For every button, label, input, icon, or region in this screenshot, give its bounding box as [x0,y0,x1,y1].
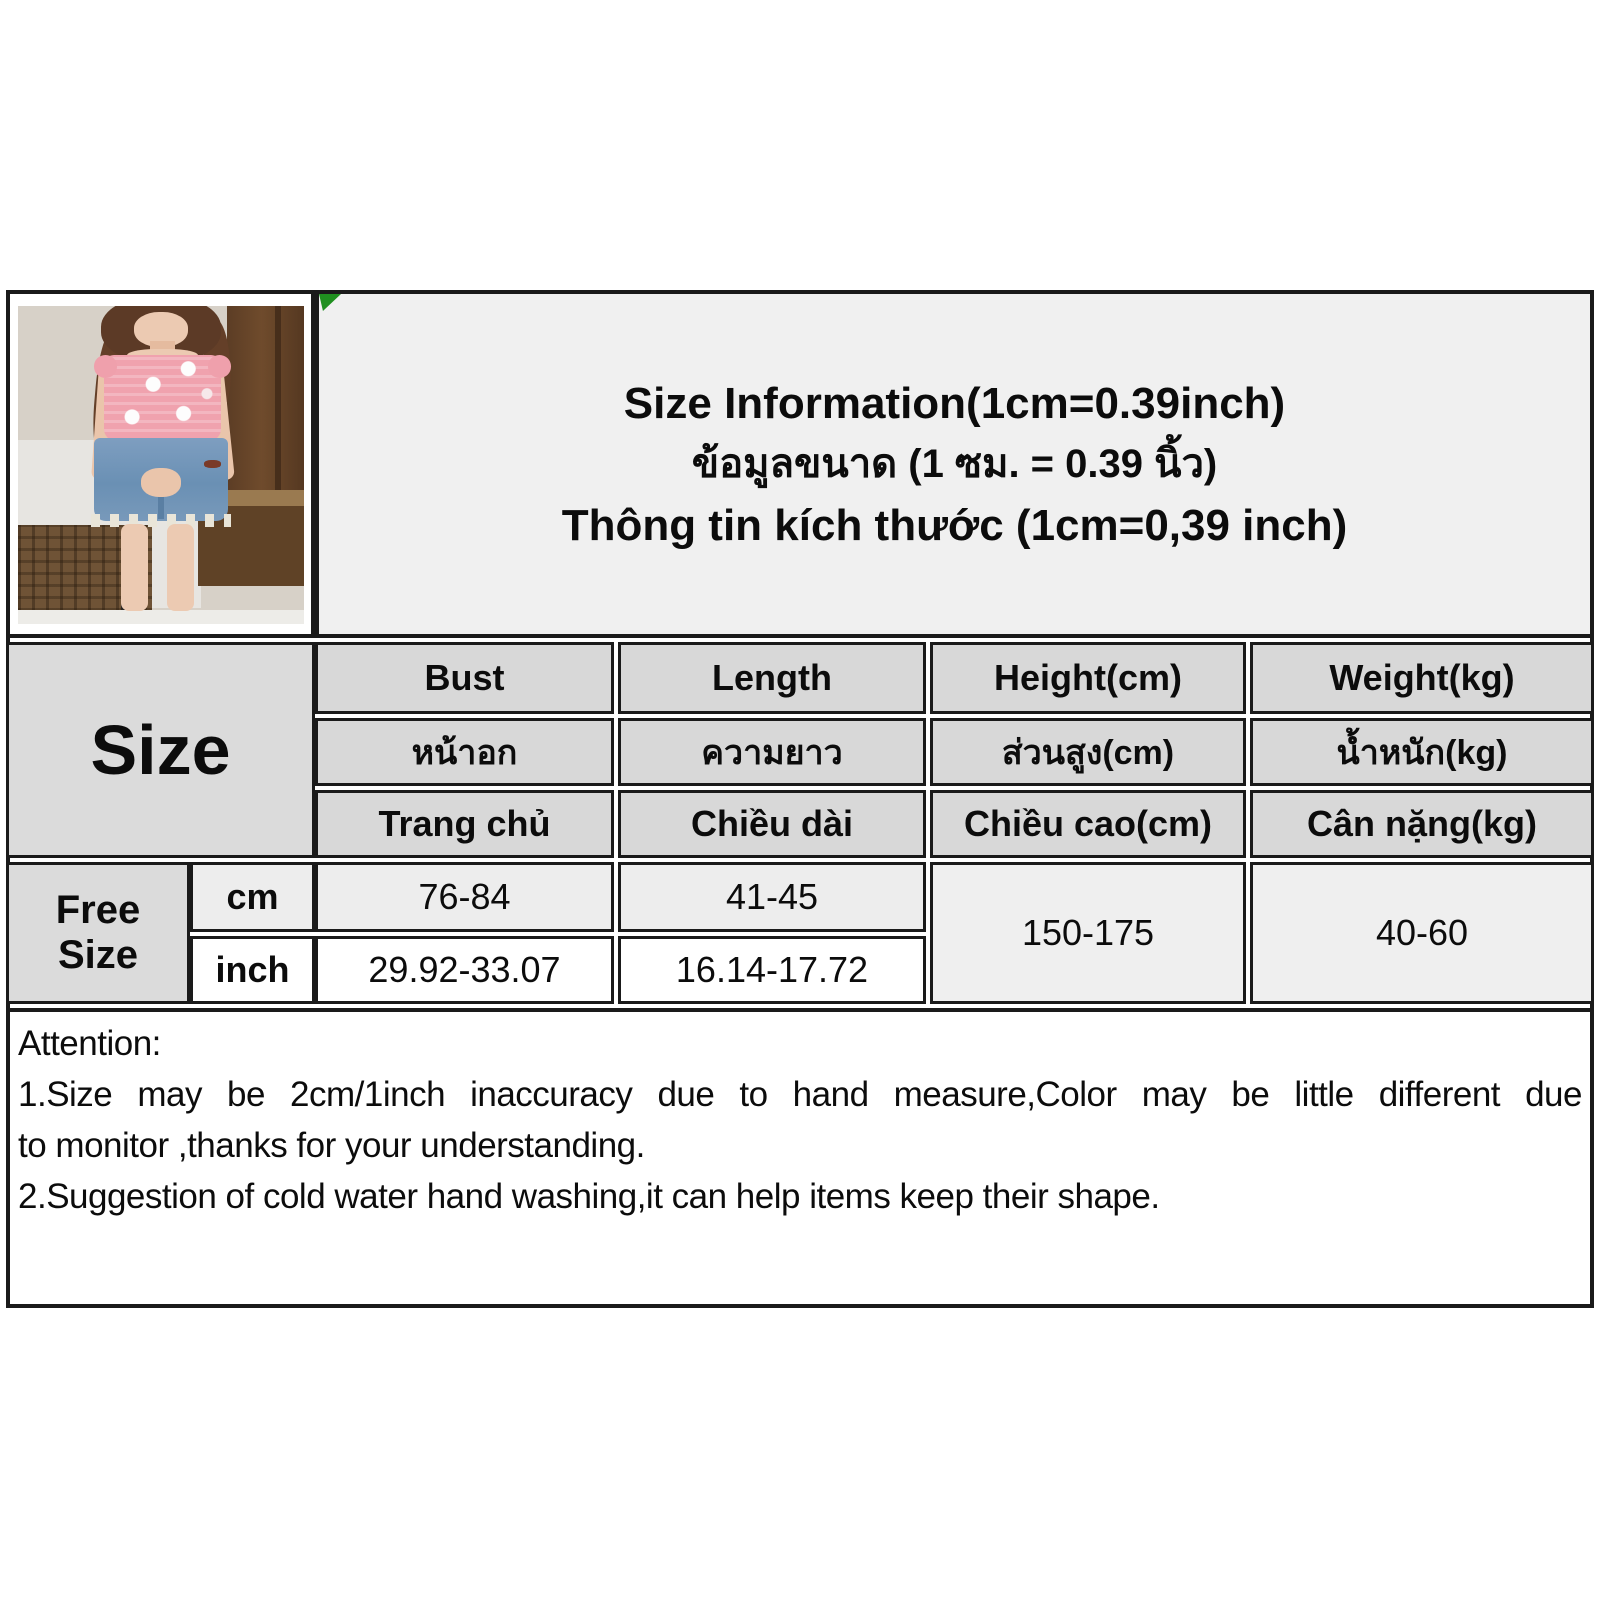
weight-value: 40-60 [1250,862,1594,1004]
size-info-title-cell [315,290,1594,638]
attention-section [6,1008,1594,1308]
bust-value-inch: 29.92-33.07 [315,936,614,1004]
photo-wardrobe-seam [275,306,281,503]
column-header-bust-vi: Trang chủ [315,790,614,858]
column-header-height-vi: Chiều cao(cm) [930,790,1246,858]
attention-line-1: 1.Size may be 2cm/1inch inaccuracy due to hand measure,Color may be little different due [18,1075,1582,1114]
photo-wardrobe [227,306,304,503]
attention-line-2: to monitor ,thanks for your understanding. [18,1126,645,1165]
length-value-inch: 16.14-17.72 [618,936,926,1004]
column-header-height-th: ส่วนสูง(cm) [930,718,1246,786]
attention-heading: Attention: [18,1024,161,1063]
model-shorts-fray [91,514,231,527]
title-english: Size Information(1cm=0.39inch) [623,378,1286,428]
unit-label-inch: inch [190,936,315,1004]
column-header-weight-en: Weight(kg) [1250,642,1594,714]
bust-value-cm: 76-84 [315,862,614,932]
title-thai: ข้อมูลขนาด (1 ซม. = 0.39 นิ้ว) [691,441,1218,486]
cell-corner-marker-icon [319,294,341,311]
size-corner-cell: Size [6,642,315,858]
column-header-length-vi: Chiều dài [618,790,926,858]
length-value-cm: 41-45 [618,862,926,932]
unit-label-cm: cm [190,862,315,932]
height-value: 150-175 [930,862,1246,1004]
column-header-length-th: ความยาว [618,718,926,786]
model-leg-right [167,524,194,611]
column-header-weight-th: น้ำหนัก(kg) [1250,718,1594,786]
column-header-height-en: Height(cm) [930,642,1246,714]
model-leg-left [121,524,148,611]
column-header-bust-en: Bust [315,642,614,714]
photo-floor [18,610,304,624]
attention-line-3: 2.Suggestion of cold water hand washing,it can help items keep their shape. [18,1177,1160,1216]
size-name-cell: Free Size [6,862,190,1004]
model-hands [141,468,181,497]
model-sleeve-right [208,355,231,377]
title-vietnamese: Thông tin kích thước (1cm=0,39 inch) [561,500,1348,550]
column-header-bust-th: หน้าอก [315,718,614,786]
product-photo [18,306,304,624]
product-photo-cell [6,290,315,638]
column-header-weight-vi: Cân nặng(kg) [1250,790,1594,858]
model-sleeve-left [94,355,117,377]
column-header-length-en: Length [618,642,926,714]
model-bracelet [204,460,221,468]
model-pink-knit-top [104,355,221,441]
